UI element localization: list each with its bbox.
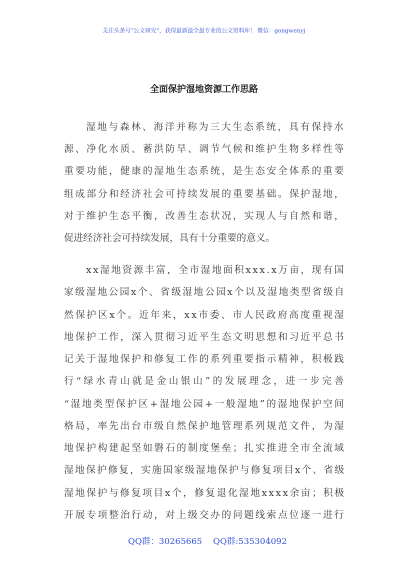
paragraph-line: 源、净化水质、蓄洪防旱、调节气候和维护生物多样性等 [64, 144, 346, 155]
paragraph-line: 然保护区x个。近年来，xx市委、市人民政府高度重视湿 [64, 310, 346, 321]
paragraph-line: 格局，率先出台市级自然保护地管理系列规范文件，为湿 [64, 421, 346, 432]
document-title: 全面保护湿地资源工作思路 [149, 85, 258, 95]
paragraph-line: xx湿地资源丰富，全市湿地面积xxx.x万亩，现有国 [86, 265, 346, 276]
paragraph-line: 记关于湿地保护和修复工作的系列重要指示精神，积极践 [64, 354, 346, 365]
paragraph-line: 湿地保护修复，实施国家级湿地保护与修复项目x个、省级 [64, 465, 346, 476]
paragraph-line: 行“绿水青山就是金山银山”的发展理念，进一步完善 [64, 376, 347, 387]
paragraph-line: 组成部分和经济社会可持续发展的重要基础。保护湿地， [64, 189, 346, 200]
paragraph-line: 开展专项整治行动，对上级交办的问题线索点位逐一进行 [64, 510, 346, 521]
footer-qq-group-1: QQ群：30265665 [128, 537, 203, 547]
paragraph-line: “湿地类型保护区+湿地公园+一般湿地”的湿地保护空间 [64, 399, 346, 410]
footer-qq-group-2: QQ群:535304092 [213, 537, 287, 547]
paragraph-line: 家级湿地公园x个、省级湿地公园x个以及湿地类型省级自 [64, 287, 346, 298]
paragraph-line: 地保护工作，深入贯彻习近平生态文明思想和习近平总书 [64, 332, 346, 343]
paragraph-line: 促进经济社会可持续发展，具有十分重要的意义。 [64, 233, 276, 244]
paragraph-line: 重要功能，健康的湿地生态系统，是生态安全体系的重要 [64, 166, 346, 177]
paragraph-line: 对于维护生态平衡，改善生态状况，实现人与自然和谐， [64, 211, 346, 222]
paragraph-line: 地保护构建起坚如磐石的制度堡垒；扎实推进全市全流域 [64, 443, 346, 454]
paragraph-line: 湿地保护与修复项目x个，修复退化湿地xxxx余亩；积极 [64, 488, 346, 499]
paragraph-line: 湿地与森林、海洋并称为三大生态系统，具有保持水 [86, 122, 346, 133]
header-banner: 关注头条号“公文研究”，获得最新最全最专业的公文资料库！ 微信：gongwenyj [102, 27, 306, 35]
